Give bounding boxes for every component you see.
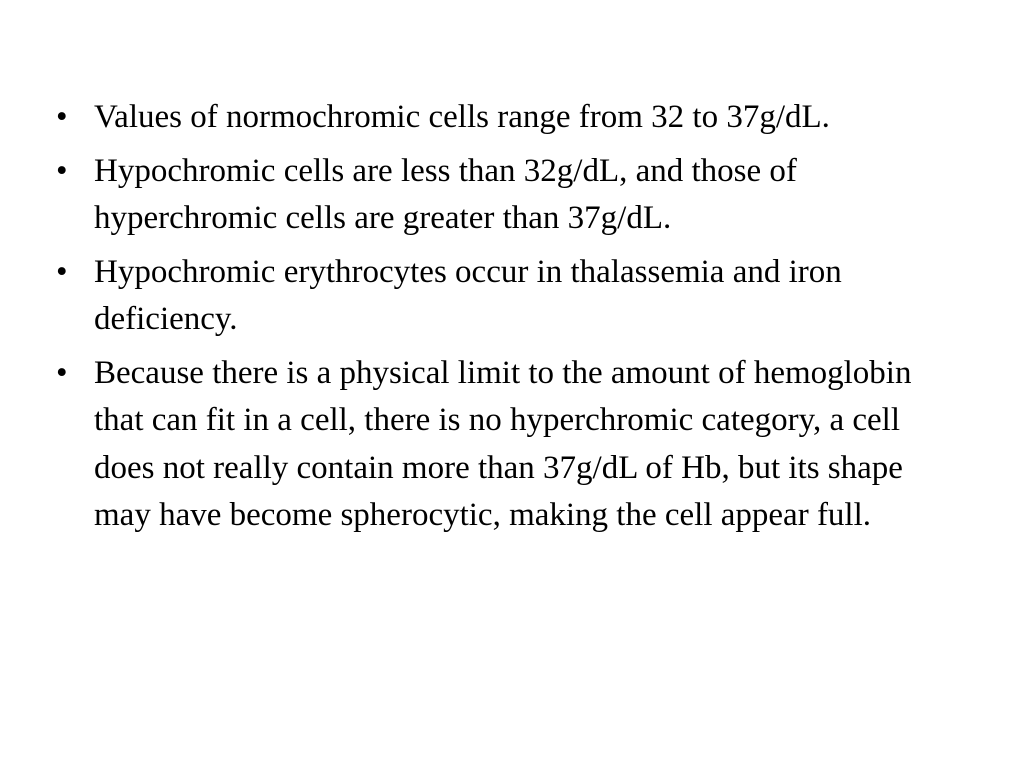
bullet-item <box>56 148 956 243</box>
bullet-text: Values of normochromic cells range from 32 to 37g/dL. <box>94 99 830 135</box>
bullet-dot-icon: • <box>56 152 68 189</box>
bullet-text: Hypochromic cells are less than 32g/dL, and those of hyperchromic cells are greater than 37g/dL. <box>94 152 797 236</box>
bullet-text: Hypochromic erythrocytes occur in thalassemia and iron deficiency. <box>94 253 842 337</box>
bullet-dot-icon: • <box>56 253 68 290</box>
bullet-list <box>56 94 956 546</box>
bullet-text: Because there is a physical limit to the amount of hemoglobin that can fit in a cell, there is no hyperchromic category, a cell does not really contain more than 37g/dL of Hb, but its shape may have become spherocytic, making the cell appear full. <box>94 354 912 533</box>
bullet-dot-icon: • <box>56 354 68 391</box>
bullet-item <box>56 94 956 142</box>
bullet-item <box>56 249 956 344</box>
bullet-dot-icon: • <box>56 99 68 135</box>
bullet-item <box>56 350 956 540</box>
